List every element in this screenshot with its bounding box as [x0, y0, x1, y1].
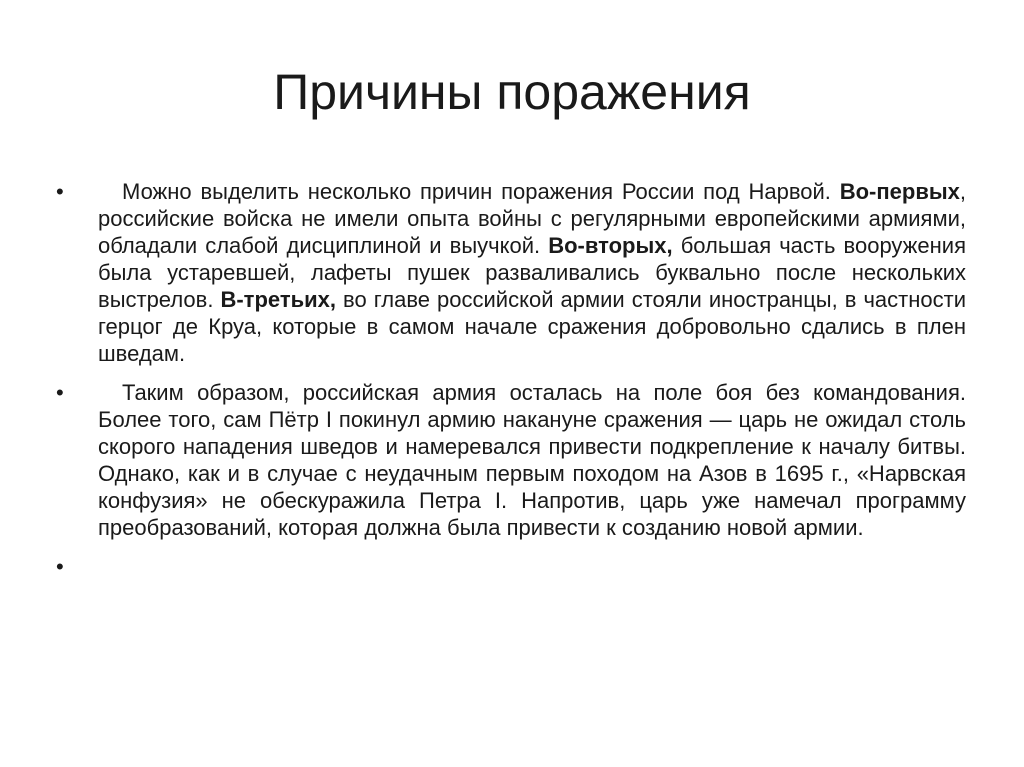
bullet-marker: • — [56, 179, 64, 204]
text-segment: Таким образом, российская армия осталась на поле боя без командования. Более того, сам Пётр I покинул армию накануне сражения — царь не ожидал столь скорого нападения шведов и намеревался привести подкрепление к началу битвы. Однако, как и в случае с неудачным первым походом на Азов в 1695 г., «Нарвская конфузия» не обескуражила Петра I. Напротив, царь уже намечал программу преобразований, которая должна была привести к созданию новой армии. — [98, 380, 966, 540]
bullet-item-3 — [56, 553, 966, 580]
bullet-paragraph — [98, 379, 966, 541]
text-segment: , российские войска не имели опыта войны с регулярными европейскими армиями, обладали слабой дисциплиной и выучкой. — [98, 179, 966, 258]
bullet-item-2 — [56, 379, 966, 541]
bullet-list — [56, 178, 966, 592]
bold-segment: В-третьих, — [220, 287, 337, 312]
bullet-item-1 — [56, 178, 966, 367]
slide-title: Причины поражения — [273, 64, 751, 120]
bold-segment: Во-вторых, — [548, 233, 673, 258]
bullet-paragraph — [98, 178, 966, 367]
bullet-marker: • — [56, 380, 64, 405]
text-segment: большая часть вооружения была устаревшей, лафеты пушек разваливались буквально после нескольких выстрелов. — [98, 233, 966, 312]
text-segment: во главе российской армии стояли иностранцы, в частности герцог де Круа, которые в самом начале сражения добровольно сдались в плен шведам. — [98, 287, 966, 366]
bullet-marker: • — [56, 554, 64, 579]
text-segment: Можно выделить несколько причин поражения России под Нарвой. — [122, 179, 840, 204]
bold-segment: Во-первых — [839, 179, 960, 204]
